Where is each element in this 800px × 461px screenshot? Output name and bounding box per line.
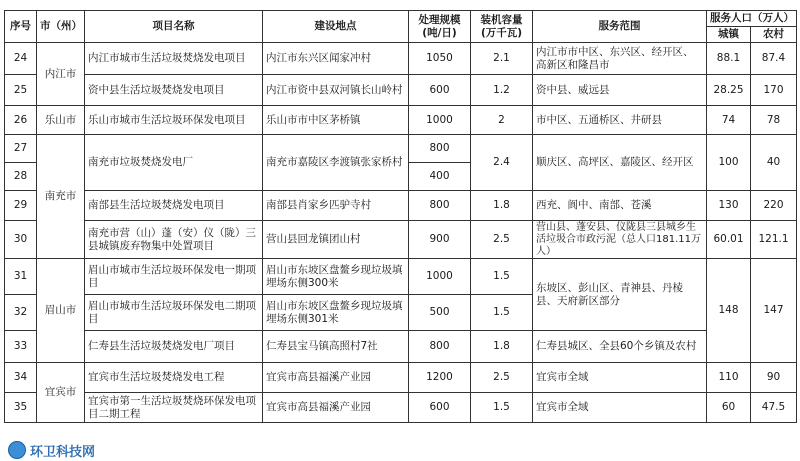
cell-installed: 2.5 <box>471 363 533 393</box>
cell-urban: 74 <box>707 106 751 135</box>
cell-seq: 27 <box>5 135 37 163</box>
cell-rural: 78 <box>751 106 797 135</box>
table-row <box>5 331 797 363</box>
table-row <box>5 75 797 106</box>
cell-location: 内江市资中县双河镇长山岭村 <box>263 75 409 106</box>
cell-seq: 33 <box>5 331 37 363</box>
header-service-population: 服务人口（万人） <box>707 11 797 27</box>
cell-seq: 26 <box>5 106 37 135</box>
waste-power-projects-table <box>4 10 797 423</box>
cell-location: 内江市东兴区闻家冲村 <box>263 43 409 75</box>
header-service-area: 服务范围 <box>533 11 707 43</box>
cell-scale: 600 <box>409 393 471 423</box>
cell-installed: 2.5 <box>471 221 533 259</box>
cell-installed: 2 <box>471 106 533 135</box>
header-rural: 农村 <box>751 27 797 43</box>
table-row <box>5 393 797 423</box>
cell-installed: 2.4 <box>471 135 533 191</box>
cell-scale: 1200 <box>409 363 471 393</box>
cell-seq: 30 <box>5 221 37 259</box>
cell-urban: 88.1 <box>707 43 751 75</box>
site-watermark <box>8 441 95 459</box>
cell-location: 营山县回龙镇团山村 <box>263 221 409 259</box>
cell-project: 内江市城市生活垃圾焚烧发电项目 <box>85 43 263 75</box>
cell-project: 宜宾市生活垃圾焚烧发电工程 <box>85 363 263 393</box>
cell-rural: 147 <box>751 259 797 363</box>
cell-area: 市中区、五通桥区、井研县 <box>533 106 707 135</box>
cell-city: 宜宾市 <box>37 363 85 423</box>
cell-urban: 28.25 <box>707 75 751 106</box>
cell-urban: 130 <box>707 191 751 221</box>
cell-scale: 600 <box>409 75 471 106</box>
cell-project: 资中县生活垃圾焚烧发电项目 <box>85 75 263 106</box>
cell-scale: 1050 <box>409 43 471 75</box>
cell-location: 宜宾市高县福溪产业园 <box>263 363 409 393</box>
table-row <box>5 106 797 135</box>
cell-scale: 800 <box>409 331 471 363</box>
cell-installed: 1.2 <box>471 75 533 106</box>
cell-rural: 40 <box>751 135 797 191</box>
cell-project: 宜宾市第一生活垃圾焚烧环保发电项目二期工程 <box>85 393 263 423</box>
cell-location: 仁寿县宝马镇高照村7社 <box>263 331 409 363</box>
cell-rural: 87.4 <box>751 43 797 75</box>
cell-city: 南充市 <box>37 135 85 259</box>
table-row <box>5 191 797 221</box>
cell-installed: 1.5 <box>471 259 533 295</box>
cell-location: 乐山市市中区茅桥镇 <box>263 106 409 135</box>
header-project: 项目名称 <box>85 11 263 43</box>
cell-project: 眉山市城市生活垃圾环保发电二期项目 <box>85 295 263 331</box>
header-seq: 序号 <box>5 11 37 43</box>
cell-area: 东坡区、彭山区、青神县、丹棱县、天府新区部分 <box>533 259 707 331</box>
cell-location: 眉山市东坡区盘鳌乡现垃圾填埋场东侧301米 <box>263 295 409 331</box>
cell-location: 宜宾市高县福溪产业园 <box>263 393 409 423</box>
table-row <box>5 43 797 75</box>
cell-seq: 31 <box>5 259 37 295</box>
cell-project: 眉山市城市生活垃圾环保发电一期项目 <box>85 259 263 295</box>
cell-project: 南部县生活垃圾焚烧发电项目 <box>85 191 263 221</box>
cell-area: 宜宾市全域 <box>533 363 707 393</box>
cell-location: 南充市嘉陵区李渡镇张家桥村 <box>263 135 409 191</box>
cell-project: 乐山市城市生活垃圾环保发电项目 <box>85 106 263 135</box>
table-row <box>5 135 797 163</box>
cell-urban: 148 <box>707 259 751 363</box>
cell-scale: 500 <box>409 295 471 331</box>
cell-installed: 1.5 <box>471 393 533 423</box>
table-row <box>5 221 797 259</box>
header-installed-capacity: 装机容量 (万千瓦) <box>471 11 533 43</box>
cell-area: 营山县、蓬安县、仪陇县三县城乡生活垃圾合市政污泥（总人口181.11万人） <box>533 221 707 259</box>
cell-project: 南充市营（山）蓬（安）仪（陇）三县城镇废弃物集中处置项目 <box>85 221 263 259</box>
cell-area: 顺庆区、高坪区、嘉陵区、经开区 <box>533 135 707 191</box>
cell-area: 资中县、威远县 <box>533 75 707 106</box>
header-urban: 城镇 <box>707 27 751 43</box>
cell-rural: 121.1 <box>751 221 797 259</box>
cell-area: 内江市市中区、东兴区、经开区、高新区和隆昌市 <box>533 43 707 75</box>
cell-scale: 800 <box>409 135 471 163</box>
cell-city: 乐山市 <box>37 106 85 135</box>
table-row <box>5 259 797 295</box>
cell-scale: 800 <box>409 191 471 221</box>
cell-installed: 1.5 <box>471 295 533 331</box>
header-city: 市（州） <box>37 11 85 43</box>
cell-scale: 400 <box>409 163 471 191</box>
cell-seq: 34 <box>5 363 37 393</box>
watermark-text: 环卫科技网 <box>30 444 96 460</box>
cell-city: 眉山市 <box>37 259 85 363</box>
header-location: 建设地点 <box>263 11 409 43</box>
cell-location: 眉山市东坡区盘鳌乡现垃圾填埋场东侧300米 <box>263 259 409 295</box>
cell-area: 西充、阆中、南部、苍溪 <box>533 191 707 221</box>
cell-seq: 35 <box>5 393 37 423</box>
cell-area: 宜宾市全域 <box>533 393 707 423</box>
cell-project: 南充市垃圾焚烧发电厂 <box>85 135 263 191</box>
cell-seq: 29 <box>5 191 37 221</box>
cell-installed: 1.8 <box>471 331 533 363</box>
cell-scale: 900 <box>409 221 471 259</box>
cell-installed: 1.8 <box>471 191 533 221</box>
cell-rural: 220 <box>751 191 797 221</box>
cell-city: 内江市 <box>37 43 85 106</box>
cell-project: 仁寿县生活垃圾焚烧发电厂项目 <box>85 331 263 363</box>
cell-urban: 60 <box>707 393 751 423</box>
site-logo-icon <box>8 441 26 459</box>
cell-location: 南部县肖家乡匹驴寺村 <box>263 191 409 221</box>
cell-scale: 1000 <box>409 106 471 135</box>
cell-area: 仁寿县城区、全县60个乡镇及农村 <box>533 331 707 363</box>
cell-seq: 25 <box>5 75 37 106</box>
cell-urban: 100 <box>707 135 751 191</box>
cell-installed: 2.1 <box>471 43 533 75</box>
cell-seq: 28 <box>5 163 37 191</box>
cell-scale: 1000 <box>409 259 471 295</box>
cell-rural: 47.5 <box>751 393 797 423</box>
cell-rural: 90 <box>751 363 797 393</box>
cell-urban: 60.01 <box>707 221 751 259</box>
header-capacity-scale: 处理规模 (吨/日) <box>409 11 471 43</box>
cell-seq: 32 <box>5 295 37 331</box>
cell-urban: 110 <box>707 363 751 393</box>
cell-seq: 24 <box>5 43 37 75</box>
cell-rural: 170 <box>751 75 797 106</box>
table-row <box>5 363 797 393</box>
